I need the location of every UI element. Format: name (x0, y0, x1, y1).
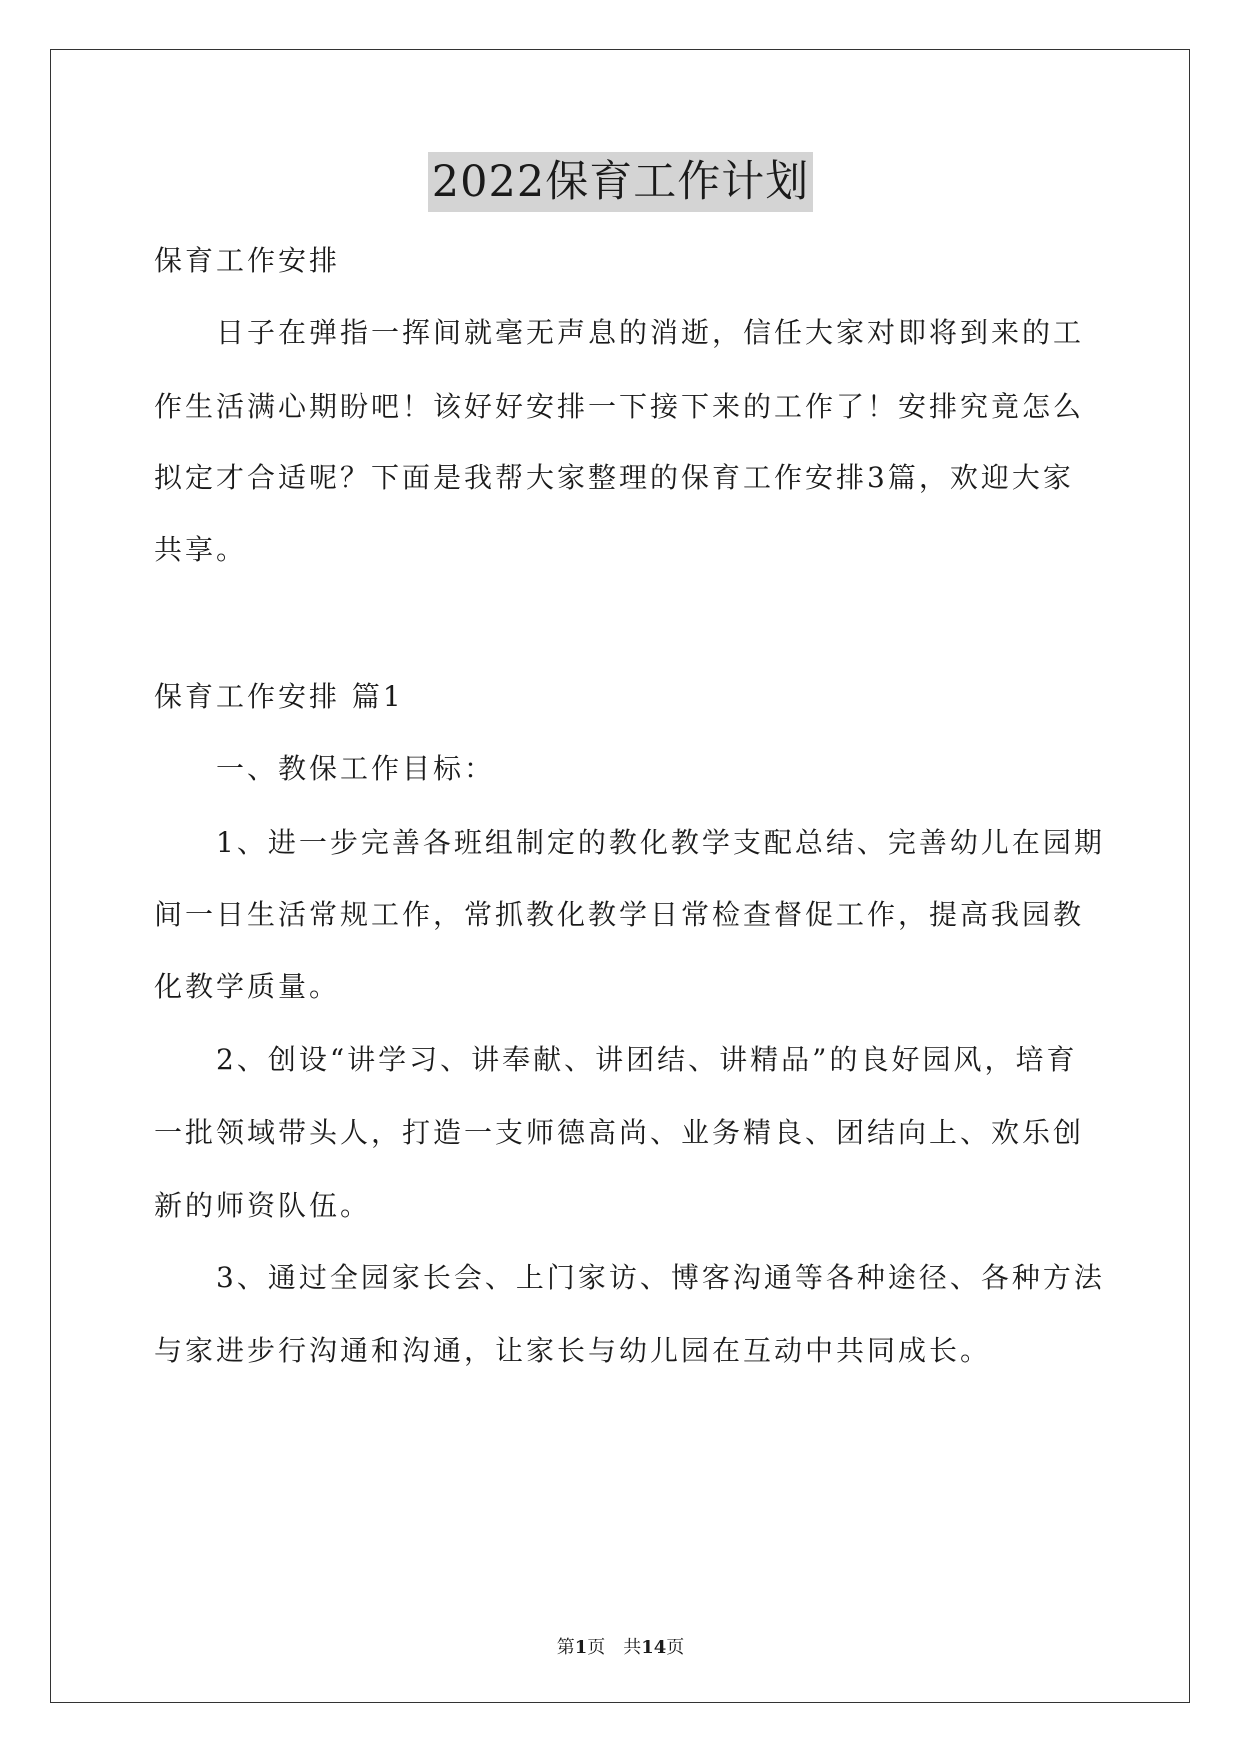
paragraph-line: 日子在弹指一挥间就毫无声息的消逝，信任大家对即将到来的工 (216, 316, 1085, 349)
title-container (0, 152, 1241, 212)
paragraph-line: 作生活满心期盼吧！该好好安排一下接下来的工作了！安排究竟怎么 (154, 390, 1085, 423)
paragraph-line: 一、教保工作目标： (216, 752, 496, 785)
paragraph-line: 2、创设“讲学习、讲奉献、讲团结、讲精品”的良好园风，培育 (216, 1043, 1078, 1076)
document-title: 2022保育工作计划 (428, 152, 813, 212)
footer-suffix: 页 (666, 1637, 685, 1658)
page-footer (0, 1636, 1241, 1660)
paragraph-line: 1、进一步完善各班组制定的教化教学支配总结、完善幼儿在园期 (216, 826, 1105, 859)
total-page-count: 14 (641, 1637, 667, 1658)
paragraph-line: 共享。 (154, 533, 248, 566)
paragraph-line: 化教学质量。 (154, 970, 341, 1003)
section-heading: 保育工作安排 篇1 (154, 680, 404, 713)
paragraph-line: 新的师资队伍。 (154, 1189, 372, 1222)
paragraph-line: 拟定才合适呢？下面是我帮大家整理的保育工作安排3篇，欢迎大家 (154, 461, 1074, 494)
paragraph-line: 一批领域带头人，打造一支师德高尚、业务精良、团结向上、欢乐创 (154, 1116, 1085, 1149)
footer-prefix: 第 (556, 1637, 575, 1658)
current-page-number: 1 (574, 1637, 588, 1658)
paragraph-line: 间一日生活常规工作，常抓教化教学日常检查督促工作，提高我园教 (154, 898, 1085, 931)
paragraph-line: 与家进步行沟通和沟通，让家长与幼儿园在互动中共同成长。 (154, 1334, 992, 1367)
paragraph-line: 3、通过全园家长会、上门家访、博客沟通等各种途径、各种方法 (216, 1261, 1105, 1294)
section-heading: 保育工作安排 (154, 244, 341, 277)
footer-mid: 页 共 (587, 1637, 642, 1658)
page-border (50, 49, 1190, 1703)
